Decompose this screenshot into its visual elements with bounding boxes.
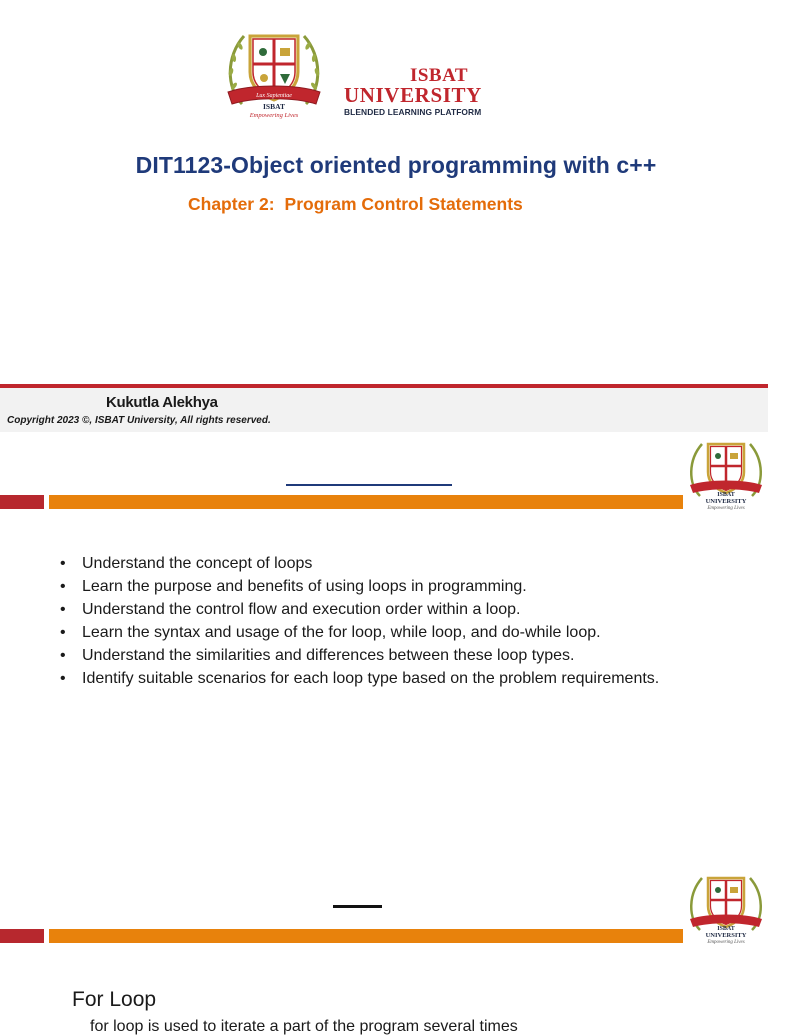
crest-banner-text: ISBAT — [263, 102, 285, 111]
brand-name-top: ISBAT — [409, 65, 469, 86]
objective-text: Understand the control flow and execution order within a loop. — [82, 601, 521, 618]
title-placeholder-underline — [286, 484, 452, 486]
crest-script-text: Empowering Lives — [707, 506, 745, 511]
objective-text: Learn the syntax and usage of the for loop, while loop, and do-while loop. — [82, 624, 601, 641]
copyright-notice: Copyright 2023 ©, ISBAT University, All rights reserved. — [7, 415, 271, 426]
course-title: DIT1123-Object oriented programming with c++ — [135, 152, 657, 178]
title-placeholder-underline — [333, 905, 382, 908]
university-crest-logo — [222, 26, 326, 118]
university-crest-logo-small — [686, 872, 766, 944]
list-item — [60, 552, 666, 575]
list-item — [60, 575, 666, 598]
chapter-name: Program Control Statements — [284, 194, 523, 214]
objective-text: Learn the purpose and benefits of using loops in programming. — [82, 578, 527, 595]
decor-bar-red — [0, 495, 44, 509]
chapter-label: Chapter 2: — [188, 194, 275, 214]
author-name: Kukutla Alekhya — [106, 394, 218, 411]
brand-tagline: BLENDED LEARNING PLATFORM — [344, 107, 482, 117]
objectives-slide — [0, 432, 768, 864]
crest-script-text: Empowering Lives — [249, 112, 299, 119]
body-text-clipped: for loop is used to iterate a part of the program several times — [90, 1018, 518, 1035]
title-slide — [0, 0, 768, 432]
crest-banner-text: ISBAT — [717, 492, 735, 498]
bullet-icon: • — [60, 647, 66, 664]
bullet-icon: • — [60, 670, 66, 687]
crest-banner-text: ISBAT — [717, 926, 735, 932]
list-item — [60, 667, 666, 690]
bullet-icon: • — [60, 555, 66, 572]
bullet-icon: • — [60, 624, 66, 641]
university-crest-logo-small — [686, 438, 766, 510]
objective-text: Identify suitable scenarios for each loop type based on the problem requirements. — [82, 670, 660, 687]
bullet-icon: • — [60, 578, 66, 595]
objective-text: Understand the similarities and differences between these loop types. — [82, 647, 575, 664]
objectives-list — [60, 552, 666, 690]
crest-motto-text: Lux Sapientiae — [256, 93, 292, 99]
for-loop-slide — [0, 864, 768, 1035]
decor-bar-red — [0, 929, 44, 943]
chapter-title — [188, 194, 523, 215]
crest-script-text: Empowering Lives — [707, 940, 745, 945]
university-wordmark — [344, 66, 544, 117]
list-item — [60, 644, 666, 667]
list-item — [60, 621, 666, 644]
objective-text: Understand the concept of loops — [82, 555, 313, 572]
crest-name-text: UNIVERSITY — [705, 498, 747, 505]
bullet-icon: • — [60, 601, 66, 618]
crest-name-text: UNIVERSITY — [705, 932, 747, 939]
decor-bar-orange — [49, 929, 683, 943]
list-item — [60, 598, 666, 621]
decor-bar-orange — [49, 495, 683, 509]
section-heading: For Loop — [72, 988, 157, 1011]
brand-name-bottom: UNIVERSITY — [344, 83, 482, 107]
